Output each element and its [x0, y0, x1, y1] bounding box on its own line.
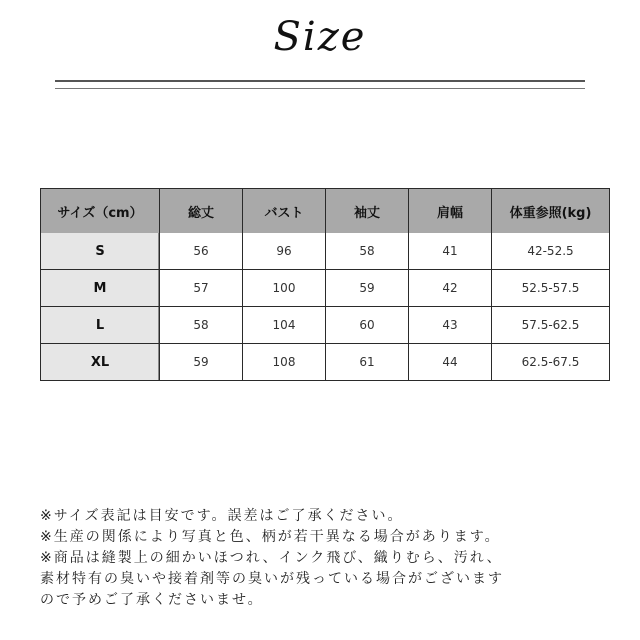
sleeve-cell: 58 [326, 233, 409, 270]
note-line: ※生産の関係により写真と色、柄が若干異なる場合があります。 [40, 529, 501, 545]
size-label: L [41, 307, 160, 344]
shoulder-cell: 43 [409, 307, 492, 344]
header-size: サイズ（cm） [41, 189, 160, 233]
size-label: S [41, 233, 160, 270]
length-cell: 58 [160, 307, 243, 344]
notes-section [40, 506, 620, 611]
shoulder-cell: 44 [409, 344, 492, 380]
bust-cell: 104 [243, 307, 326, 344]
length-cell: 59 [160, 344, 243, 380]
header-weight: 体重参照(kg) [492, 189, 609, 233]
header-sleeve: 袖丈 [326, 189, 409, 233]
table-row [41, 307, 609, 344]
weight-cell: 62.5-67.5 [492, 344, 609, 380]
bust-cell: 96 [243, 233, 326, 270]
bust-cell: 108 [243, 344, 326, 380]
header-shoulder: 肩幅 [409, 189, 492, 233]
sleeve-cell: 60 [326, 307, 409, 344]
note-line: ※商品は縫製上の細かいほつれ、インク飛び、織りむら、汚れ、 [40, 550, 503, 566]
title-divider-top [55, 80, 585, 82]
note-line: ※サイズ表記は目安です。誤差はご了承ください。 [40, 508, 404, 524]
shoulder-cell: 41 [409, 233, 492, 270]
weight-cell: 42-52.5 [492, 233, 609, 270]
note-line: ので予めご了承くださいませ。 [40, 592, 264, 608]
table-row [41, 233, 609, 270]
note-line: 素材特有の臭いや接着剤等の臭いが残っている場合がございます [40, 571, 504, 587]
length-cell: 57 [160, 270, 243, 307]
weight-cell: 52.5-57.5 [492, 270, 609, 307]
sleeve-cell: 61 [326, 344, 409, 380]
bust-cell: 100 [243, 270, 326, 307]
title-divider-bottom [55, 88, 585, 89]
shoulder-cell: 42 [409, 270, 492, 307]
size-label: XL [41, 344, 160, 380]
length-cell: 56 [160, 233, 243, 270]
weight-cell: 57.5-62.5 [492, 307, 609, 344]
table-row [41, 270, 609, 307]
table-header-row [41, 189, 609, 233]
size-chart-table [40, 188, 610, 381]
page-title: Size [273, 14, 367, 60]
header-length: 総丈 [160, 189, 243, 233]
sleeve-cell: 59 [326, 270, 409, 307]
size-label: M [41, 270, 160, 307]
header-bust: バスト [243, 189, 326, 233]
table-row [41, 344, 609, 380]
